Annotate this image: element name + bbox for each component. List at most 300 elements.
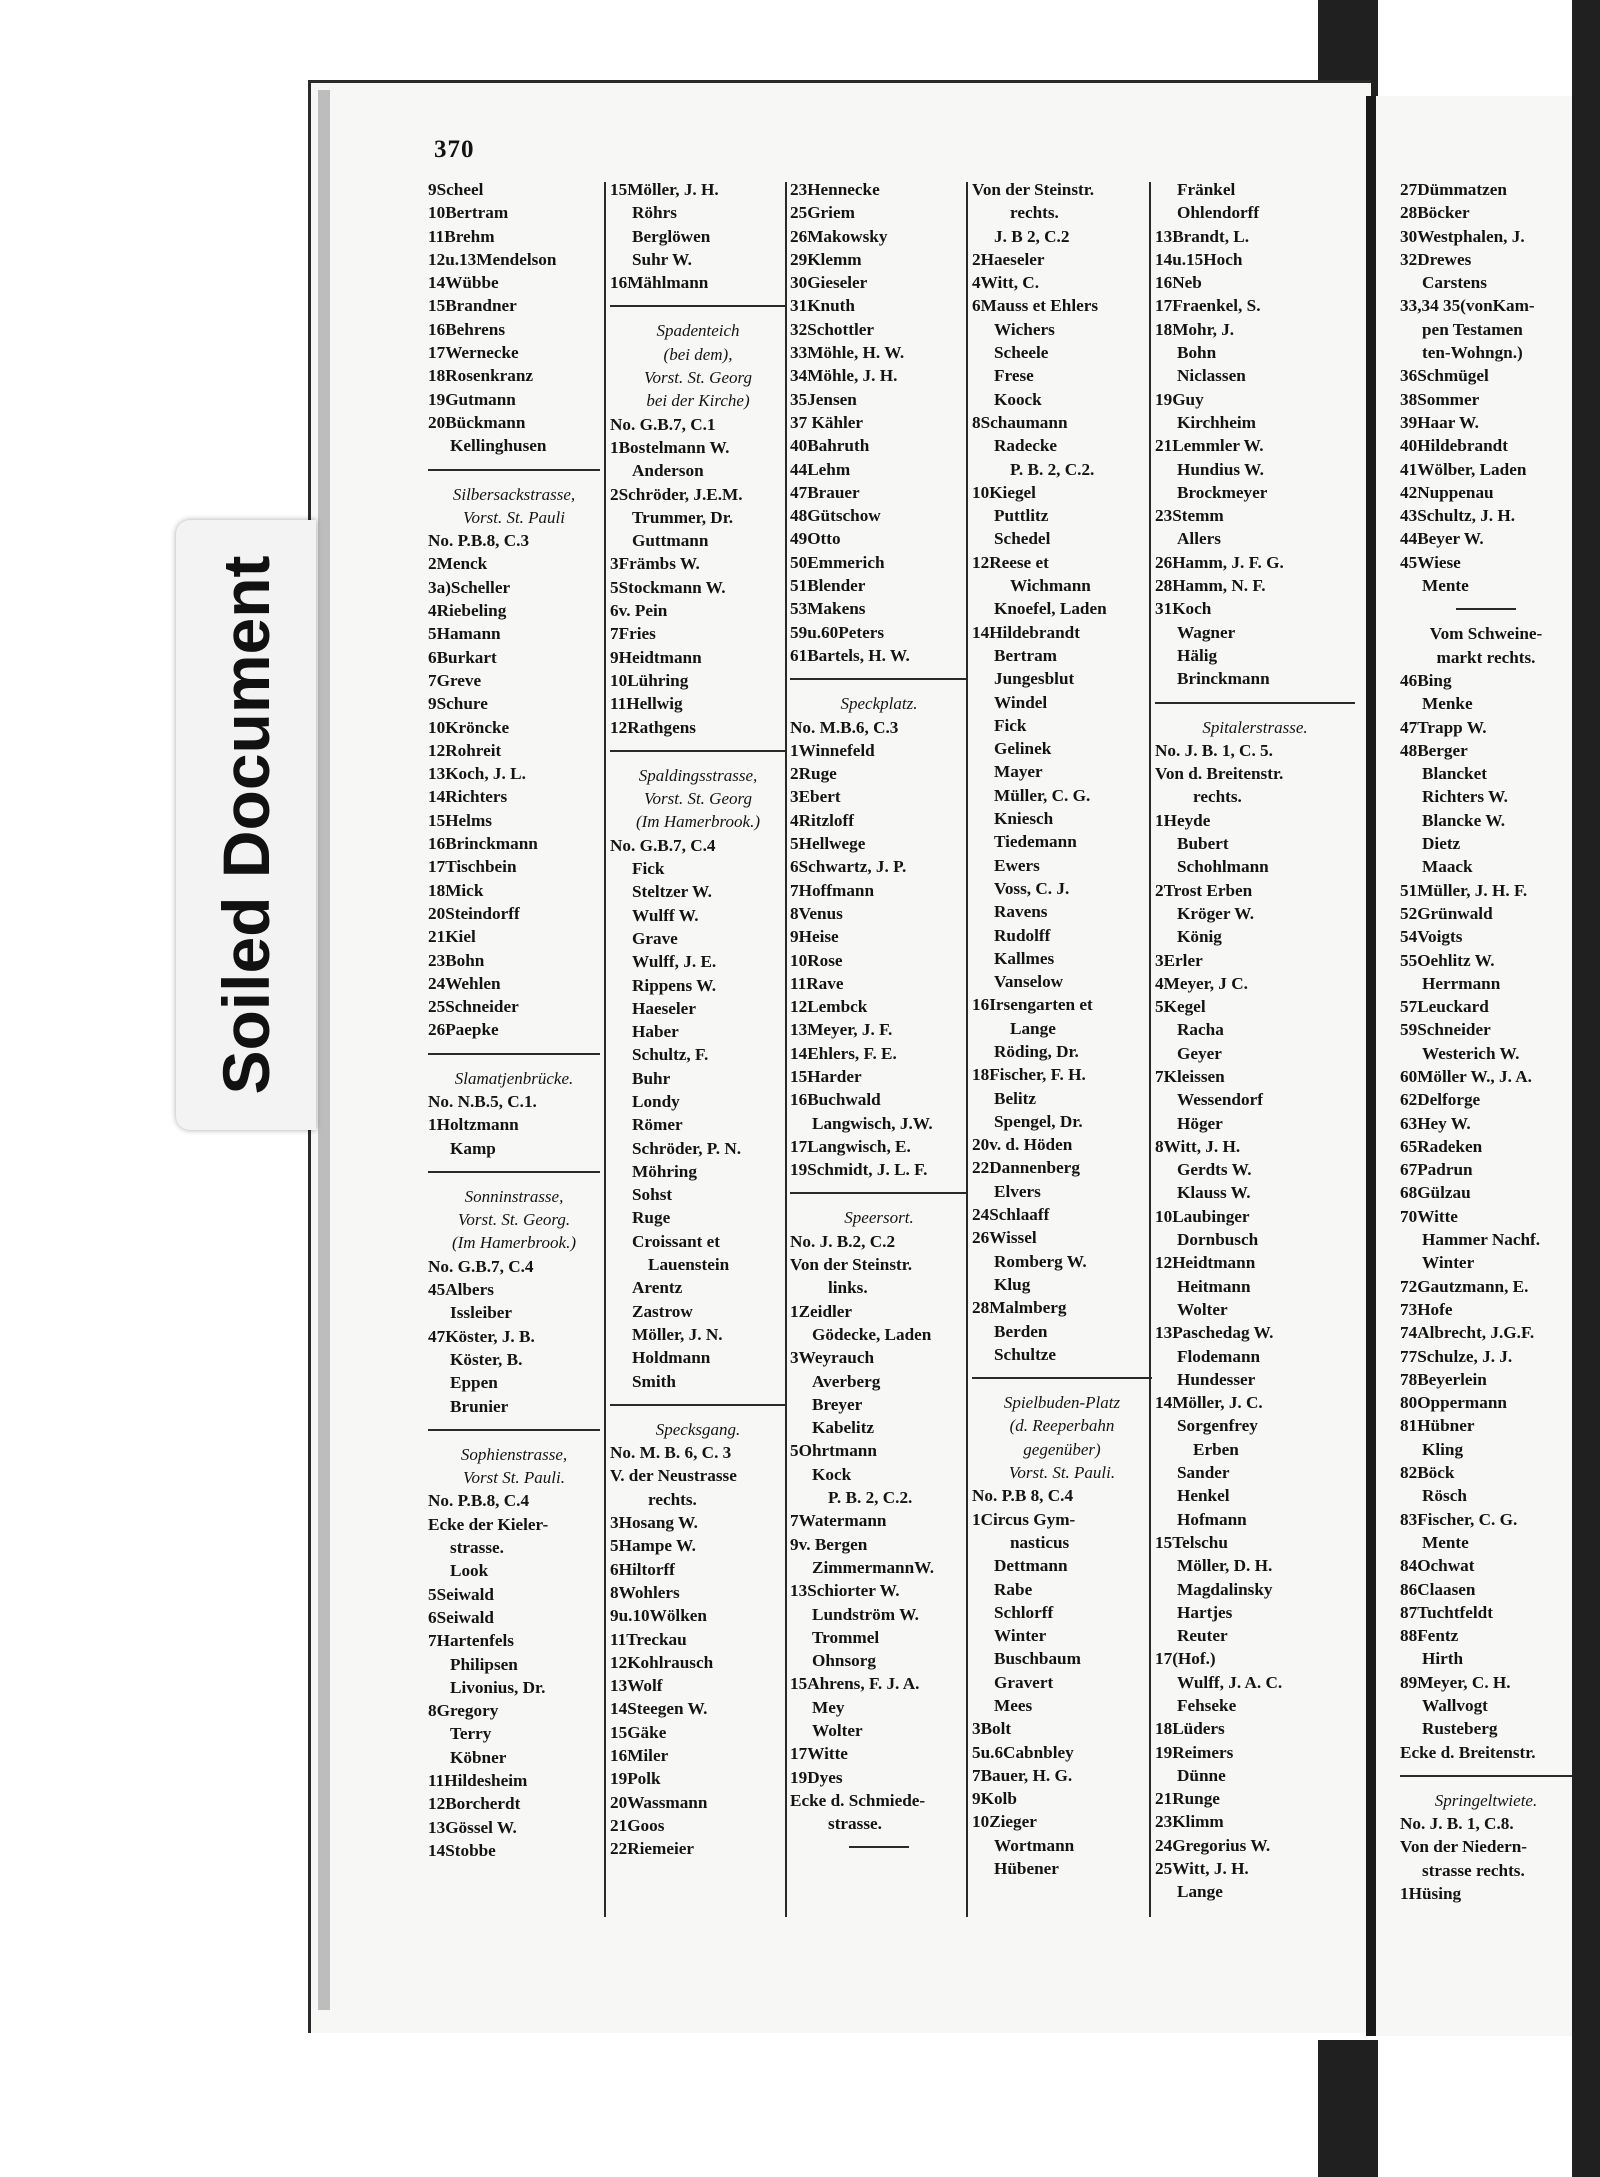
directory-entry: Hammer Nachf.	[1422, 1230, 1541, 1250]
directory-entry: No. J. B.2, C.2	[790, 1231, 896, 1251]
directory-entry: 89Meyer, C. H.	[1400, 1672, 1511, 1692]
directory-entry: 30Westphalen, J.	[1400, 226, 1525, 246]
directory-entry: 23Bohn	[428, 950, 485, 970]
directory-entry: 16Miler	[610, 1746, 669, 1765]
directory-entry: Brinckmann	[1177, 669, 1270, 689]
directory-entry: J. B 2, C.2	[994, 226, 1070, 246]
stamp-label: Soiled Document	[209, 555, 283, 1095]
directory-entry: No. G.B.7, C.4	[610, 835, 716, 855]
directory-entry: Carstens	[1422, 273, 1487, 293]
directory-entry: Mente	[1422, 1532, 1469, 1552]
directory-entry: Brockmeyer	[1177, 482, 1268, 502]
directory-entry: Maack	[1422, 857, 1473, 877]
directory-entry: 19Guy	[1155, 389, 1204, 409]
directory-entry: 50Emmerich	[790, 552, 885, 572]
directory-entry: 77Schulze, J. J.	[1400, 1346, 1513, 1366]
section-divider	[790, 1192, 968, 1194]
section-divider	[428, 1429, 600, 1431]
directory-entry: 29Klemm	[790, 249, 862, 269]
directory-entry: 19Reimers	[1155, 1742, 1234, 1762]
directory-entry: Köbner	[450, 1747, 507, 1767]
directory-column-2	[610, 178, 786, 1928]
directory-entry: 15Harder	[790, 1066, 862, 1086]
directory-entry: Röding, Dr.	[994, 1041, 1079, 1061]
directory-entry: 24Wehlen	[428, 973, 501, 993]
directory-entry: 4Witt, C.	[972, 273, 1039, 293]
street-heading: Vorst. St. Pauli.	[1008, 1463, 1116, 1483]
street-heading: Vorst. St. Georg.	[457, 1210, 571, 1230]
directory-entry: 14Stobbe	[428, 1840, 496, 1860]
directory-entry: 35Jensen	[790, 389, 857, 409]
directory-entry: 2Ruge	[790, 764, 837, 784]
directory-entry: 25Schneider	[428, 997, 519, 1017]
directory-entry: 49Otto	[790, 529, 841, 549]
directory-entry: Ruge	[632, 1208, 671, 1228]
directory-entry: Wichers	[994, 319, 1055, 339]
directory-entry: Steltzer W.	[632, 882, 712, 902]
section-divider	[610, 1404, 786, 1406]
directory-entry: 5u.6Cabnbley	[972, 1742, 1074, 1762]
directory-entry: 17Wernecke	[428, 343, 519, 363]
directory-entry: 65Radeken	[1400, 1136, 1483, 1156]
directory-entry: 16Behrens	[428, 319, 506, 339]
directory-entry: 40Bahruth	[790, 436, 870, 456]
directory-entry: 18Lüders	[1155, 1719, 1225, 1739]
directory-entry: 23Klimm	[1155, 1812, 1224, 1832]
directory-entry: 23Hennecke	[790, 180, 880, 199]
directory-entry: 10Lühring	[610, 670, 689, 690]
directory-entry: 59Schneider	[1400, 1020, 1491, 1040]
directory-entry: 86Claasen	[1400, 1579, 1476, 1599]
directory-entry: Buhr	[632, 1068, 671, 1088]
directory-entry: 12Rohreit	[428, 740, 502, 760]
directory-entry: Lundström W.	[812, 1604, 919, 1624]
directory-entry: 81Hübner	[1400, 1416, 1475, 1436]
directory-entry: Wagner	[1177, 622, 1236, 642]
directory-entry: Eppen	[450, 1373, 498, 1393]
directory-entry: 9Scheel	[428, 180, 484, 199]
directory-entry: Radecke	[994, 436, 1058, 456]
directory-entry: Wolter	[1177, 1299, 1228, 1319]
directory-entry: 19Gutmann	[428, 389, 516, 409]
directory-entry: rechts.	[1193, 787, 1242, 807]
directory-entry: Livonius, Dr.	[450, 1677, 546, 1697]
directory-entry: Möller, J. N.	[632, 1324, 723, 1344]
street-heading: Speersort.	[844, 1208, 914, 1228]
directory-entry: Kellinghusen	[450, 436, 547, 456]
directory-entry: Terry	[450, 1724, 492, 1744]
directory-entry: 1Zeidler	[790, 1301, 853, 1321]
directory-entry: strasse rechts.	[1422, 1860, 1525, 1880]
directory-entry: 28Hamm, N. F.	[1155, 576, 1266, 596]
street-heading: (Im Hamerbrook.)	[451, 1233, 576, 1253]
directory-entry: 34Möhle, J. H.	[790, 366, 898, 386]
directory-entry: 3Hosang W.	[610, 1513, 698, 1533]
directory-entry: 3Främbs W.	[610, 554, 700, 574]
directory-entry: Jungesblut	[994, 669, 1075, 689]
directory-entry: Zastrow	[632, 1301, 693, 1321]
book-gutter	[1366, 96, 1376, 2036]
street-heading: Vorst. St. Pauli	[462, 507, 565, 527]
directory-entry: 14Wübbe	[428, 273, 499, 293]
directory-entry: No. P.B 8, C.4	[972, 1486, 1074, 1506]
directory-entry: 21Kiel	[428, 927, 476, 947]
directory-entry: Sander	[1177, 1463, 1230, 1483]
directory-entry: Dietz	[1422, 834, 1461, 854]
directory-entry: Kabelitz	[812, 1418, 875, 1438]
directory-entry: Philipsen	[450, 1654, 518, 1674]
directory-entry: 1Hüsing	[1400, 1884, 1462, 1904]
directory-entry: 21Runge	[1155, 1789, 1220, 1809]
directory-entry: 22Riemeier	[610, 1839, 694, 1859]
directory-entry: 57Leuckard	[1400, 997, 1489, 1017]
directory-entry: 31Koch	[1155, 599, 1212, 619]
directory-entry: Gödecke, Laden	[812, 1324, 932, 1344]
directory-entry: 17Langwisch, E.	[790, 1136, 911, 1156]
directory-entry: 5Kegel	[1155, 997, 1206, 1017]
section-divider	[1456, 608, 1516, 610]
directory-entry: 21Lemmler W.	[1155, 436, 1264, 456]
directory-entry: 17Tischbein	[428, 857, 517, 877]
directory-entry: 15Ahrens, F. J. A.	[790, 1674, 920, 1694]
directory-entry: Winter	[1422, 1253, 1475, 1273]
directory-entry: 5Hamann	[428, 624, 501, 644]
directory-entry: 16Irsengarten et	[972, 995, 1093, 1015]
directory-entry: Anderson	[632, 461, 704, 481]
directory-entry: Croissant et	[632, 1231, 721, 1251]
directory-entry: 7Fries	[610, 624, 656, 644]
directory-entry: 28Malmberg	[972, 1298, 1067, 1318]
street-heading: Speckplatz.	[840, 694, 918, 714]
directory-entry: 87Tuchtfeldt	[1400, 1602, 1493, 1622]
directory-entry: Trummer, Dr.	[632, 507, 734, 527]
directory-entry: Klug	[994, 1274, 1031, 1294]
directory-entry: Kröger W.	[1177, 903, 1255, 923]
directory-entry: Hälig	[1177, 645, 1218, 665]
directory-entry: Windel	[994, 692, 1048, 712]
directory-entry: Blancket	[1422, 764, 1487, 784]
directory-entry: 17Witte	[790, 1744, 848, 1764]
directory-entry: Wessendorf	[1177, 1090, 1263, 1110]
directory-entry: 1Holtzmann	[428, 1115, 519, 1135]
directory-entry: 9v. Bergen	[790, 1534, 868, 1554]
directory-entry: 7Hartenfels	[428, 1631, 514, 1651]
directory-entry: Schedel	[994, 529, 1051, 549]
directory-entry: strasse.	[450, 1538, 504, 1558]
directory-column-4	[972, 178, 1152, 1928]
directory-entry: Römer	[632, 1115, 683, 1135]
directory-entry: Schröder, P. N.	[632, 1138, 742, 1158]
directory-entry: 13Schiorter W.	[790, 1581, 900, 1601]
directory-entry: Sorgenfrey	[1177, 1416, 1258, 1436]
directory-entry: Dünne	[1177, 1765, 1226, 1785]
street-heading: Spielbuden-Platz	[1003, 1393, 1121, 1413]
directory-entry: rechts.	[648, 1489, 697, 1509]
directory-entry: 25Witt, J. H.	[1155, 1859, 1249, 1879]
directory-entry: 18Mohr, J.	[1155, 319, 1235, 339]
section-divider	[1400, 1775, 1572, 1777]
street-heading: (bei dem),	[663, 344, 733, 364]
directory-entry: Geyer	[1177, 1043, 1222, 1063]
directory-entry: 2Haeseler	[972, 249, 1045, 269]
directory-entry: 2Schröder, J.E.M.	[610, 484, 743, 504]
directory-entry: Smith	[632, 1371, 676, 1391]
directory-entry: Holdmann	[632, 1348, 711, 1368]
directory-entry: 74Albrecht, J.G.F.	[1400, 1323, 1535, 1343]
directory-entry: No. J. B. 1, C.8.	[1400, 1814, 1514, 1834]
directory-entry: 3Bolt	[972, 1719, 1012, 1739]
directory-entry: 48Gütschow	[790, 506, 881, 526]
directory-entry: 60Möller W., J. A.	[1400, 1066, 1532, 1086]
directory-entry: Gelinek	[994, 739, 1052, 759]
directory-entry: Ravens	[994, 902, 1048, 922]
directory-entry: Londy	[632, 1091, 680, 1111]
directory-entry: 47Brauer	[790, 482, 860, 502]
directory-entry: 17Fraenkel, S.	[1155, 296, 1261, 316]
directory-entry: rechts.	[1010, 203, 1059, 223]
directory-entry: 33Möhle, H. W.	[790, 343, 905, 363]
directory-entry: 33,34 35(vonKam-	[1400, 296, 1535, 316]
directory-entry: 21Goos	[610, 1815, 665, 1835]
section-divider	[428, 1053, 600, 1055]
soiled-document-stamp	[176, 520, 316, 1130]
directory-entry: 63Hey W.	[1400, 1113, 1471, 1133]
directory-entry: Allers	[1177, 529, 1221, 549]
directory-entry: 5Stockmann W.	[610, 577, 726, 597]
directory-entry: Möhring	[632, 1161, 697, 1181]
section-divider	[972, 1377, 1152, 1379]
directory-entry: 55Oehlitz W.	[1400, 950, 1495, 970]
street-heading: (Im Hamerbrook.)	[635, 812, 760, 832]
directory-entry: 15Helms	[428, 810, 492, 830]
directory-entry: 7Watermann	[790, 1511, 887, 1531]
directory-entry: 8Gregory	[428, 1701, 499, 1721]
directory-entry: 44Beyer W.	[1400, 529, 1484, 549]
directory-entry: 32Drewes	[1400, 249, 1472, 269]
directory-entry: 5Seiwald	[428, 1584, 494, 1604]
directory-entry: Kock	[812, 1464, 852, 1484]
directory-entry: Ohnsorg	[812, 1651, 876, 1671]
directory-entry: 1Circus Gym-	[972, 1509, 1076, 1529]
section-divider	[428, 469, 600, 471]
directory-entry: Niclassen	[1177, 366, 1246, 386]
directory-entry: ten-Wohngn.)	[1422, 343, 1523, 363]
directory-entry: Wichmann	[1010, 576, 1091, 596]
directory-entry: Flodemann	[1177, 1346, 1261, 1366]
directory-entry: 14Hildebrandt	[972, 622, 1080, 642]
directory-entry: Erben	[1193, 1439, 1239, 1459]
directory-entry: 42Nuppenau	[1400, 482, 1494, 502]
section-divider	[790, 678, 968, 680]
directory-entry: 3a)Scheller	[428, 577, 511, 597]
directory-entry: No. M. B. 6, C. 3	[610, 1443, 732, 1463]
directory-entry: strasse.	[828, 1814, 882, 1834]
directory-entry: 41Wölber, Laden	[1400, 459, 1527, 479]
directory-entry: Grave	[632, 928, 678, 948]
directory-entry: 37 Kähler	[790, 412, 864, 432]
directory-entry: Mees	[994, 1696, 1033, 1715]
directory-entry: 4Ritzloff	[790, 810, 854, 830]
directory-entry: 16Neb	[1155, 273, 1202, 293]
directory-entry: Puttlitz	[994, 506, 1049, 526]
directory-entry: 8Wohlers	[610, 1582, 680, 1602]
directory-entry: 16Mählmann	[610, 273, 709, 293]
directory-entry: Wulff W.	[632, 905, 699, 925]
directory-entry: 48Berger	[1400, 740, 1468, 760]
directory-entry: 38Sommer	[1400, 389, 1480, 409]
directory-entry: 26Makowsky	[790, 226, 888, 246]
directory-entry: 12u.13Mendelson	[428, 249, 557, 269]
directory-entry: Röhrs	[632, 203, 677, 223]
directory-entry: 14Steegen W.	[610, 1699, 708, 1719]
directory-entry: 19Polk	[610, 1769, 661, 1789]
directory-entry: Bubert	[1177, 834, 1229, 854]
directory-entry: 44Lehm	[790, 459, 851, 479]
directory-entry: 19Schmidt, J. L. F.	[790, 1160, 928, 1180]
directory-entry: 39Haar W.	[1400, 412, 1479, 432]
directory-entry: No. M.B.6, C.3	[790, 717, 899, 737]
directory-entry: Guttmann	[632, 531, 709, 551]
directory-entry: 5Hampe W.	[610, 1536, 696, 1556]
directory-entry: 7Hoffmann	[790, 880, 875, 900]
directory-entry: 11Rave	[790, 973, 844, 993]
directory-entry: 32Schottler	[790, 319, 875, 339]
directory-entry: 16Buchwald	[790, 1090, 881, 1110]
directory-entry: 2Trost Erben	[1155, 880, 1253, 900]
directory-entry: 10Kröncke	[428, 717, 510, 737]
directory-entry: Hundesser	[1177, 1369, 1256, 1389]
directory-entry: P. B. 2, C.2.	[1010, 459, 1095, 479]
directory-entry: No. G.B.7, C.1	[610, 414, 716, 434]
directory-entry: 14Richters	[428, 787, 508, 807]
directory-entry: 10Kiegel	[972, 482, 1036, 502]
column-rule	[604, 182, 606, 1917]
directory-entry: Wallvogt	[1422, 1696, 1488, 1715]
directory-entry: Dornbusch	[1177, 1230, 1259, 1250]
directory-entry: 1Heyde	[1155, 810, 1211, 830]
directory-entry: 16Brinckmann	[428, 834, 538, 854]
directory-entry: Buschbaum	[994, 1649, 1081, 1669]
directory-entry: 51Müller, J. H. F.	[1400, 880, 1528, 900]
directory-entry: Kirchheim	[1177, 412, 1256, 432]
directory-entry: Scheele	[994, 343, 1049, 363]
directory-entry: 11Brehm	[428, 226, 495, 246]
page-edge-shadow	[318, 90, 330, 2010]
directory-entry: 68Gülzau	[1400, 1183, 1471, 1203]
directory-entry: 22Dannenberg	[972, 1158, 1080, 1178]
directory-entry: Trommel	[812, 1627, 880, 1647]
directory-entry: 14u.15Hoch	[1155, 249, 1243, 269]
directory-entry: 8Venus	[790, 903, 843, 923]
directory-entry: Klauss W.	[1177, 1183, 1251, 1203]
directory-entry: Herrmann	[1422, 973, 1501, 993]
directory-entry: 20v. d. Höden	[972, 1135, 1073, 1155]
directory-entry: 12Kohlrausch	[610, 1652, 714, 1672]
section-divider	[428, 1171, 600, 1173]
directory-entry: Schultze	[994, 1344, 1057, 1364]
directory-entry: 67Padrun	[1400, 1160, 1473, 1180]
directory-entry: 26Wissel	[972, 1228, 1037, 1248]
directory-entry: 80Oppermann	[1400, 1393, 1507, 1413]
directory-entry: Rabe	[994, 1579, 1033, 1599]
directory-entry: 82Böck	[1400, 1463, 1455, 1483]
directory-entry: Wortmann	[994, 1835, 1075, 1855]
directory-entry: Haeseler	[632, 998, 696, 1018]
directory-entry: markt rechts.	[1436, 647, 1536, 667]
directory-entry: Heitmann	[1177, 1276, 1251, 1296]
directory-entry: Mey	[812, 1697, 845, 1717]
directory-entry: Knoefel, Laden	[994, 599, 1107, 619]
directory-entry: Henkel	[1177, 1486, 1230, 1506]
directory-entry: Vanselow	[994, 972, 1064, 992]
street-heading: gegenüber)	[1023, 1439, 1101, 1459]
directory-entry: 78Beyerlein	[1400, 1369, 1487, 1389]
directory-entry: 9Schure	[428, 694, 488, 714]
directory-entry: 53Makens	[790, 599, 866, 619]
street-heading: Spadenteich	[656, 321, 740, 341]
directory-entry: 36Schmügel	[1400, 366, 1489, 386]
directory-entry: 8Schaumann	[972, 412, 1068, 432]
directory-entry: Fick	[994, 715, 1027, 735]
directory-entry: 12Reese et	[972, 552, 1049, 572]
directory-entry: 7Greve	[428, 670, 482, 690]
directory-entry: 9Heise	[790, 927, 839, 947]
directory-entry: Schohlmann	[1177, 857, 1269, 877]
directory-entry: Ecke d. Breitenstr.	[1400, 1742, 1536, 1762]
directory-column-1	[428, 178, 600, 1928]
directory-entry: 51Blender	[790, 576, 866, 596]
directory-entry: 8Witt, J. H.	[1155, 1136, 1241, 1156]
directory-entry: 6Hiltorff	[610, 1559, 675, 1579]
directory-entry: No. J. B. 1, C. 5.	[1155, 740, 1273, 760]
street-heading: Vorst St. Pauli.	[462, 1468, 565, 1488]
directory-entry: Wolter	[812, 1721, 863, 1740]
directory-entry: 6Burkart	[428, 647, 497, 667]
directory-entry: 6Seiwald	[428, 1607, 494, 1627]
directory-entry: 3Weyrauch	[790, 1348, 875, 1368]
directory-entry: Schultz, F.	[632, 1045, 709, 1065]
directory-entry: 18Rosenkranz	[428, 366, 534, 386]
directory-entry: P. B. 2, C.2.	[828, 1488, 913, 1508]
street-heading: Spaldingsstrasse,	[638, 765, 758, 785]
directory-entry: Schlorff	[994, 1602, 1054, 1622]
directory-entry: 15Brandner	[428, 296, 517, 316]
directory-entry: 83Fischer, C. G.	[1400, 1509, 1518, 1529]
directory-entry: 43Schultz, J. H.	[1400, 506, 1516, 526]
directory-entry: Fick	[632, 859, 665, 879]
directory-entry: Berglöwen	[632, 226, 711, 246]
directory-entry: Müller, C. G.	[994, 785, 1091, 805]
directory-entry: 14Möller, J. C.	[1155, 1393, 1263, 1413]
directory-entry: 20Steindorff	[428, 903, 520, 923]
directory-entry: Von der Steinstr.	[972, 180, 1095, 199]
directory-entry: Köster, B.	[450, 1349, 523, 1369]
directory-entry: Kamp	[450, 1138, 496, 1158]
directory-entry: 12Rathgens	[610, 717, 696, 737]
directory-entry: Gerdts W.	[1177, 1160, 1252, 1180]
directory-entry: 10Bertram	[428, 203, 509, 223]
directory-entry: Wulff, J. A. C.	[1177, 1672, 1283, 1692]
directory-entry: 14Ehlers, F. E.	[790, 1043, 897, 1063]
directory-entry: Kallmes	[994, 948, 1055, 968]
directory-entry: Brunier	[450, 1396, 509, 1416]
directory-entry: Ewers	[994, 855, 1040, 875]
directory-entry: 1Winnefeld	[790, 740, 875, 760]
directory-entry: Blancke W.	[1422, 810, 1506, 830]
margin-dark-strip	[1572, 0, 1600, 2177]
street-heading: (d. Reeperbahn	[1009, 1416, 1115, 1436]
directory-entry: 54Voigts	[1400, 927, 1463, 947]
